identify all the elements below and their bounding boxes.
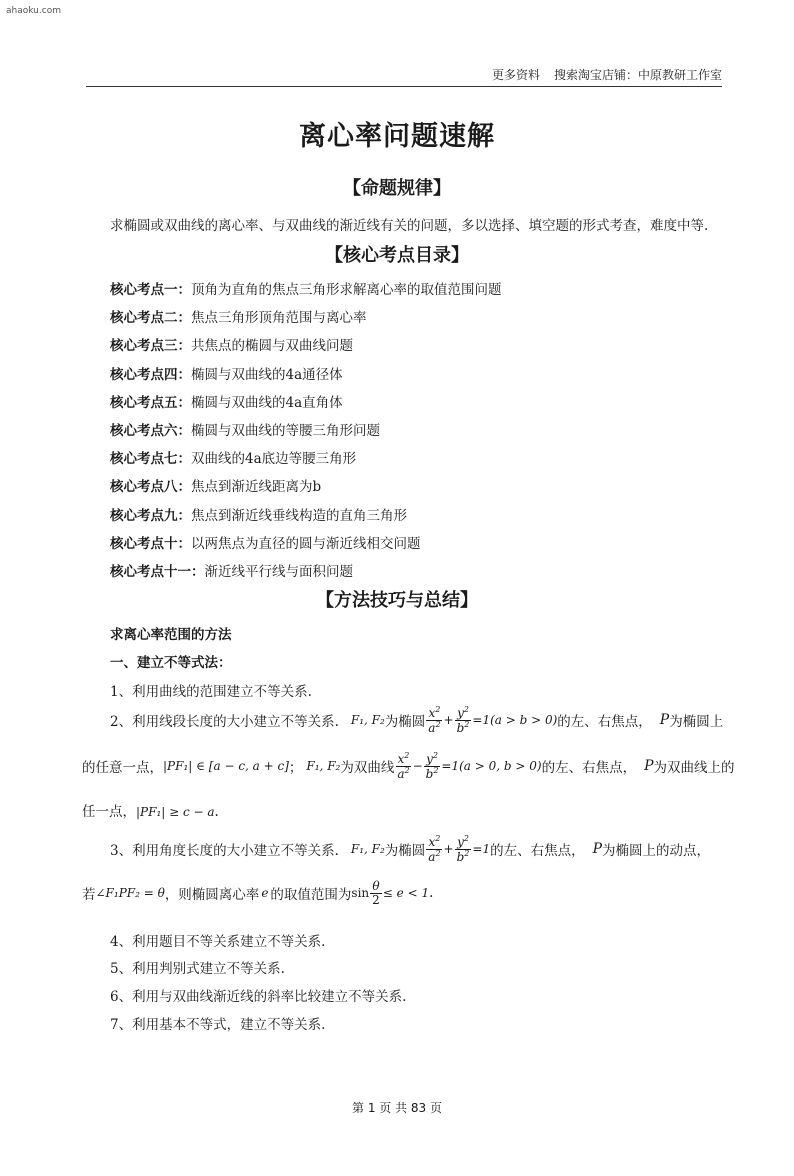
header-right: 搜索淘宝店铺：中原教研工作室 xyxy=(553,68,722,82)
method-item-7: 7、利用基本不等式，建立不等关系. xyxy=(110,1017,326,1033)
methods-subheading: 一、建立不等式法： xyxy=(110,655,232,671)
toc-item-text: 共焦点的椭圆与双曲线问题 xyxy=(191,338,353,355)
toc-item-number: 核心考点一： xyxy=(110,282,191,298)
x2-over-a2: $\frac{x^2}{a^2}$ xyxy=(428,705,441,735)
item3-line2b: ，则椭圆离心率 xyxy=(164,887,260,904)
page-title: 离心率问题速解 xyxy=(299,121,495,152)
toc-item-number: 核心考点七： xyxy=(110,451,191,468)
toc-item xyxy=(110,363,343,383)
header-divider xyxy=(86,86,722,87)
toc-item-number: 核心考点六： xyxy=(110,423,191,439)
toc-item xyxy=(110,391,343,411)
item2-foci-2: F₁, F₂ xyxy=(306,759,341,774)
item3-ineq: ≤ e < 1 xyxy=(382,886,430,901)
toc-item xyxy=(110,532,421,552)
item3-foci: F₁, F₂ xyxy=(350,842,385,857)
toc-item-number: 核心考点三： xyxy=(110,338,191,355)
method-item-4: 4、利用题目不等关系建立不等关系. xyxy=(110,934,326,950)
item3-tail: 的左、右焦点， xyxy=(490,843,585,860)
method-item-2-line-2: 的任意一点， |PF₁| ∈ [a − c, a + c] ； F₁, F₂ 为双曲线 $\frac{x^2}{a^2}$ − $\frac{y^2}{b^2}$ =1(a > 0, b > 0) 的左、右焦点， P 为双曲线上的 xyxy=(82,751,735,781)
toc-item xyxy=(110,560,353,580)
item2-p: P xyxy=(659,712,670,729)
toc-item xyxy=(110,334,353,354)
toc-item-number: 核心考点四： xyxy=(110,366,191,383)
section-rules-heading: 【命题规律】 xyxy=(343,178,451,199)
page-header xyxy=(492,66,722,83)
item2-line3a: 任一点， xyxy=(82,804,136,820)
item2-tail2: 为双曲线上的 xyxy=(653,760,735,777)
toc-item-text: 以两焦点为直径的圆与渐近线相交问题 xyxy=(191,535,421,552)
item3-line2a: 若 xyxy=(82,887,96,904)
item3-p: P xyxy=(592,841,603,858)
y2-over-b2: $\frac{y^2}{b^2}$ xyxy=(456,705,470,735)
toc-item-number: 核心考点八： xyxy=(110,479,191,496)
toc-item xyxy=(110,504,407,524)
toc-item-number: 核心考点十一： xyxy=(110,564,205,580)
toc-item-text: 顶角为直角的焦点三角形求解离心率的取值范围问题 xyxy=(191,282,502,298)
toc-item xyxy=(110,475,321,495)
toc-item-number: 核心考点二： xyxy=(110,310,191,327)
item3-ellipse-word: 为椭圆 xyxy=(384,843,426,860)
method-item-2: 2、利用线段长度的大小建立不等关系. F₁, F₂ 为椭圆 $\frac{x^2}{a^2}$ + $\frac{y^2}{b^2}$ =1(a > b > 0) 的左、右焦点， P 为椭圆上 xyxy=(110,705,724,735)
y2-over-b2-h: $\frac{y^2}{b^2}$ xyxy=(425,751,439,781)
method-item-2-line-3 xyxy=(82,800,219,820)
toc-item-text: 渐近线平行线与面积问题 xyxy=(204,564,353,580)
method-item-3: 3、利用角度长度的大小建立不等关系. F₁, F₂ 为椭圆 $\frac{x^2}{a^2}$ + $\frac{y^2}{b^2}$ =1 的左、右焦点， P 为椭圆上的动点， xyxy=(110,834,711,864)
item2-lead: 2、利用线段长度的大小建立不等关系. xyxy=(110,714,339,731)
toc-item-text: 双曲线的4a底边等腰三角形 xyxy=(191,451,357,468)
item3-sin: sin xyxy=(351,886,370,901)
method-item-1: 1、利用曲线的范围建立不等关系. xyxy=(110,684,312,700)
toc-item-text: 椭圆与双曲线的等腰三角形问题 xyxy=(191,423,380,439)
toc-item xyxy=(110,447,356,467)
item2-mid1-b: 的左、右焦点， xyxy=(541,760,637,777)
item2-hyper-word: 为双曲线 xyxy=(340,760,395,777)
item2-foci: F₁, F₂ xyxy=(350,713,385,728)
item2-range1: |PF₁| ∈ [a − c, a + c] xyxy=(163,759,289,774)
toc-item xyxy=(110,278,502,298)
section-toc-heading: 【核心考点目录】 xyxy=(325,245,469,266)
item2-ellipse-cond: =1(a > b > 0) xyxy=(472,713,558,728)
item2-sep: ； xyxy=(288,760,303,777)
item3-end: . xyxy=(429,885,434,902)
toc-item-text: 焦点到渐近线垂线构造的直角三角形 xyxy=(191,507,407,524)
header-left: 更多资料 xyxy=(491,68,540,82)
page-footer: 第 1 页 共 83 页 xyxy=(352,1101,442,1115)
item2-line2a: 的任意一点， xyxy=(82,760,163,777)
intro-paragraph: 求椭圆或双曲线的离心率、与双曲线的渐近线有关的问题，多以选择、填空题的形式考查，难度中等. xyxy=(110,218,709,234)
item2-mid1: 的左、右焦点， xyxy=(557,714,652,731)
item2-range2: |PF₁| ≥ c − a xyxy=(136,805,215,819)
toc-item-number: 核心考点五： xyxy=(110,394,191,411)
method-item-5: 5、利用判别式建立不等关系. xyxy=(110,961,285,977)
item2-ellipse-word: 为椭圆 xyxy=(384,714,426,731)
item2-end: . xyxy=(214,804,219,820)
y2-over-b2-3: $\frac{y^2}{b^2}$ xyxy=(456,834,470,864)
toc-item-number: 核心考点九： xyxy=(110,507,191,524)
item2-hyper-cond: =1(a > 0, b > 0) xyxy=(441,759,542,774)
item3-ellipse-cond: =1 xyxy=(472,842,491,857)
x2-over-a2-h: $\frac{x^2}{a^2}$ xyxy=(397,751,410,781)
toc-item xyxy=(110,419,380,439)
theta-over-2: $\frac{\theta}{2}$ xyxy=(372,879,380,907)
item3-e: e xyxy=(261,886,269,901)
toc-item xyxy=(110,306,367,326)
toc-item-text: 焦点到渐近线距离为b xyxy=(191,479,322,496)
methods-heading: 求离心率范围的方法 xyxy=(110,627,232,643)
method-item-6: 6、利用与双曲线渐近线的斜率比较建立不等关系. xyxy=(110,989,407,1005)
toc-item-text: 椭圆与双曲线的4a直角体 xyxy=(191,394,343,411)
item2-p-2: P xyxy=(644,758,654,775)
toc-item-text: 焦点三角形顶角范围与离心率 xyxy=(191,310,367,327)
toc-item-number: 核心考点十： xyxy=(110,535,191,552)
item3-angle: ∠F₁PF₂ = θ xyxy=(95,886,165,901)
item3-lead: 3、利用角度长度的大小建立不等关系. xyxy=(110,843,339,860)
toc-item-text: 椭圆与双曲线的4a通径体 xyxy=(191,366,343,383)
item2-tail1: 为椭圆上 xyxy=(669,714,724,731)
item3-line2c: 的取值范围为 xyxy=(270,887,352,904)
item3-tail2: 为椭圆上的动点， xyxy=(602,843,711,860)
corner-watermark: ahaoku.com xyxy=(6,6,61,16)
section-methods-heading: 【方法技巧与总结】 xyxy=(316,590,478,611)
x2-over-a2-3: $\frac{x^2}{a^2}$ xyxy=(428,834,441,864)
method-item-3-line-2 xyxy=(82,880,433,906)
